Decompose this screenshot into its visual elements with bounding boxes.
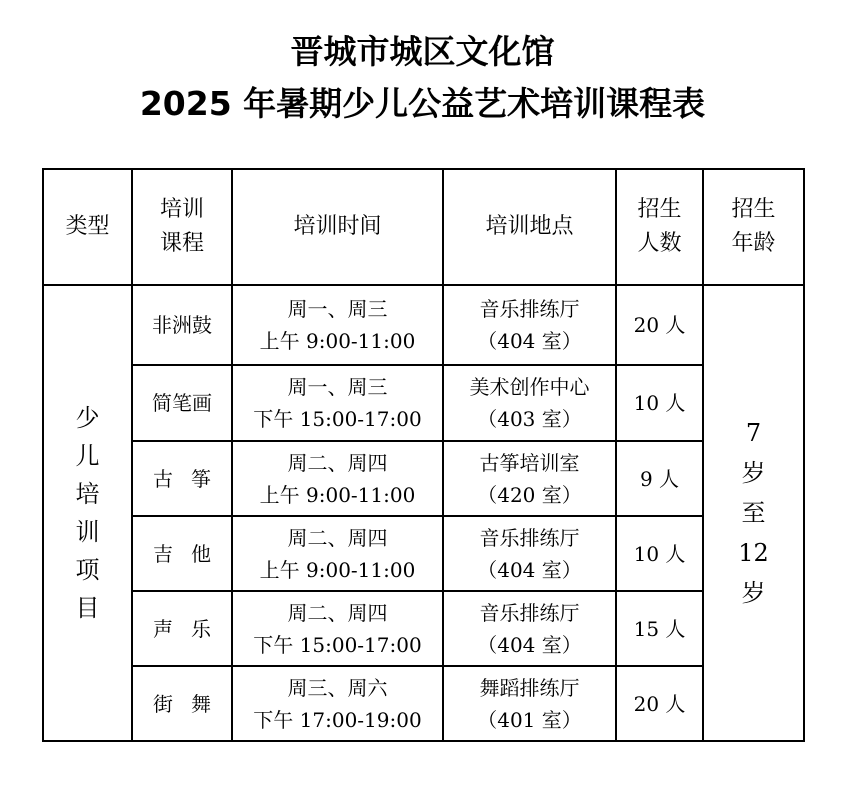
table-row — [43, 285, 804, 365]
time-cell: 周二、周四 上午 9:00-11:00 — [232, 441, 443, 516]
time-cell: 周一、周三 下午 15:00-17:00 — [232, 365, 443, 441]
enrollment-cell: 20 人 — [616, 285, 703, 365]
location-cell: 美术创作中心 （403 室） — [443, 365, 616, 441]
course-cell: 街舞 — [132, 666, 232, 741]
course-cell: 古筝 — [132, 441, 232, 516]
header-age: 招生年龄 — [703, 169, 804, 285]
document-title: 晋城市城区文化馆 — [290, 32, 555, 71]
time-cell: 周三、周六 下午 17:00-19:00 — [232, 666, 443, 741]
enrollment-cell: 10 人 — [616, 365, 703, 441]
course-cell: 吉他 — [132, 516, 232, 591]
table-row — [43, 365, 804, 441]
table-row — [43, 666, 804, 741]
location-cell: 古筝培训室 （420 室） — [443, 441, 616, 516]
table-row — [43, 441, 804, 516]
category-cell: 少 儿 培 训 项 目 — [43, 285, 132, 741]
enrollment-cell: 9 人 — [616, 441, 703, 516]
table-row — [43, 516, 804, 591]
header-time: 培训时间 — [232, 169, 443, 285]
age-cell: 7 岁 至 12 岁 — [703, 285, 804, 741]
header-type: 类型 — [43, 169, 132, 285]
enrollment-cell: 15 人 — [616, 591, 703, 666]
schedule-table — [42, 168, 805, 742]
time-cell: 周二、周四 上午 9:00-11:00 — [232, 516, 443, 591]
header-enrollment: 招生人数 — [616, 169, 703, 285]
time-cell: 周二、周四 下午 15:00-17:00 — [232, 591, 443, 666]
location-cell: 音乐排练厅 （404 室） — [443, 516, 616, 591]
header-location: 培训地点 — [443, 169, 616, 285]
course-cell: 声乐 — [132, 591, 232, 666]
time-cell: 周一、周三 上午 9:00-11:00 — [232, 285, 443, 365]
table-header-row — [43, 169, 804, 285]
location-cell: 舞蹈排练厅 （401 室） — [443, 666, 616, 741]
table-row — [43, 591, 804, 666]
location-cell: 音乐排练厅 （404 室） — [443, 285, 616, 365]
enrollment-cell: 20 人 — [616, 666, 703, 741]
document-subtitle: 2025 年暑期少儿公益艺术培训课程表 — [139, 84, 706, 123]
course-cell: 非洲鼓 — [132, 285, 232, 365]
header-course: 培训课程 — [132, 169, 232, 285]
enrollment-cell: 10 人 — [616, 516, 703, 591]
location-cell: 音乐排练厅 （404 室） — [443, 591, 616, 666]
course-cell: 简笔画 — [132, 365, 232, 441]
